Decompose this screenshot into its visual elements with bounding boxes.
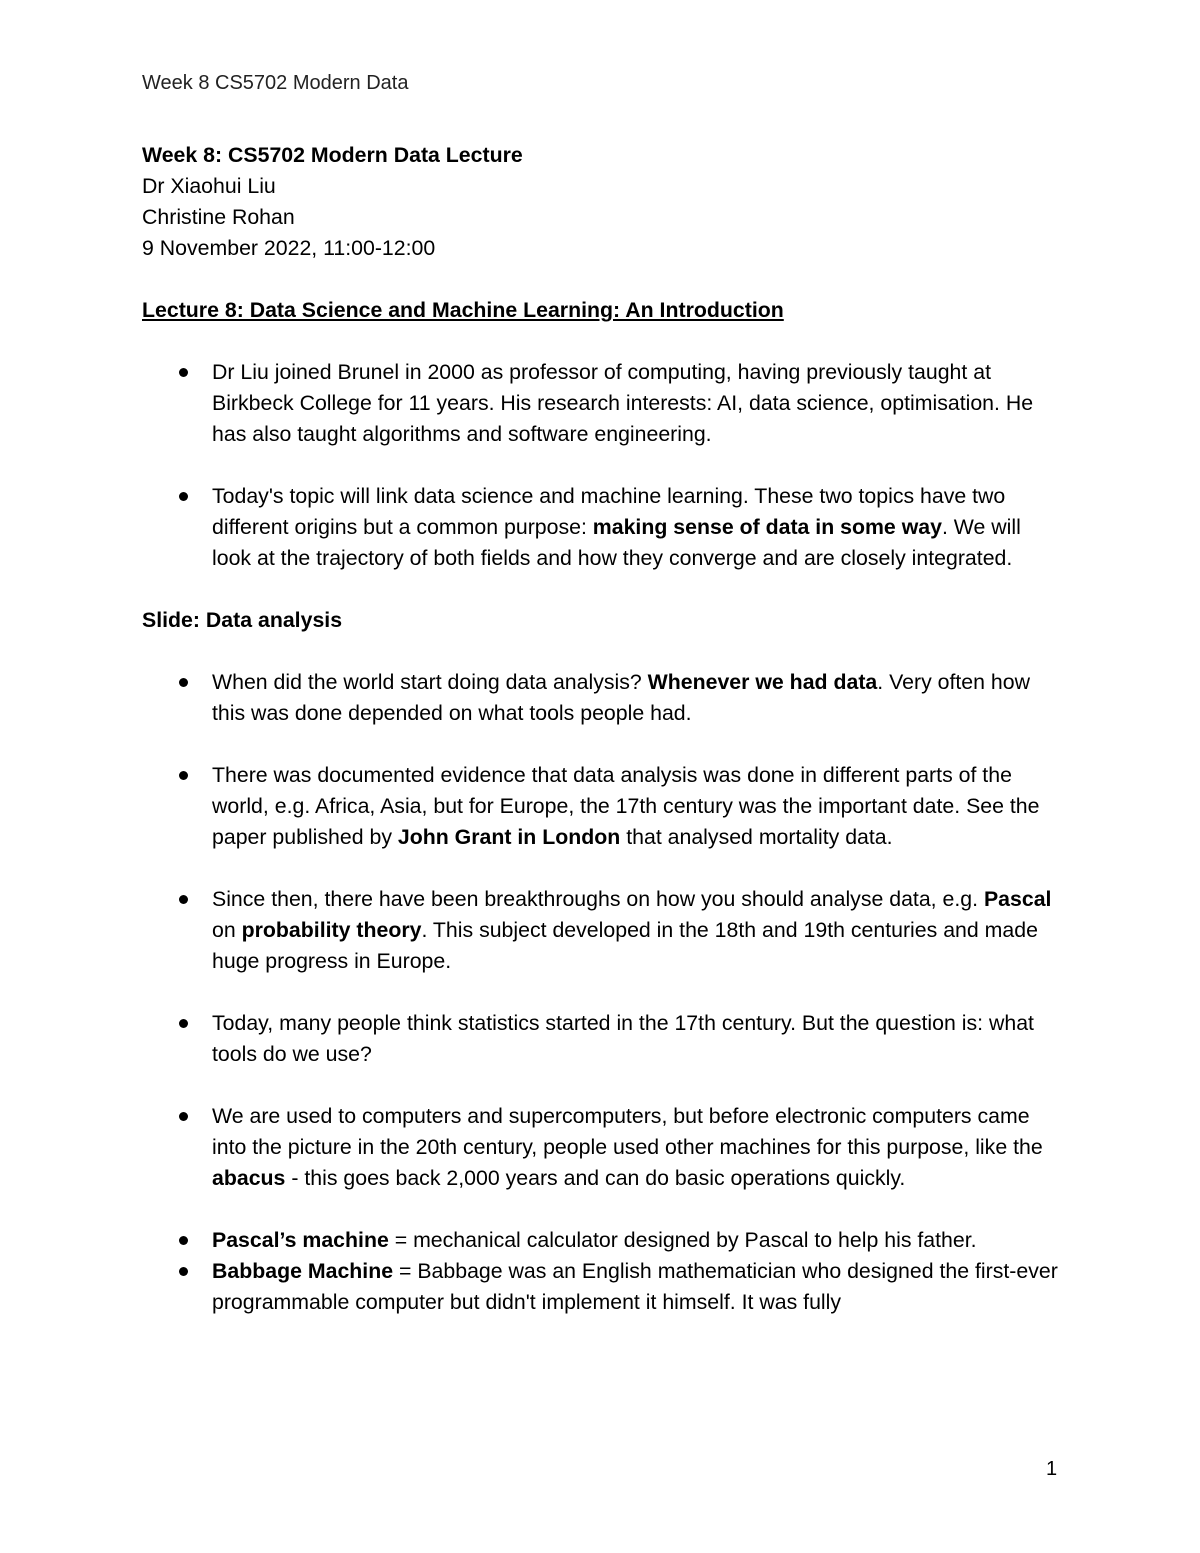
bullet-text: We are used to computers and supercomputers, but before electronic computers came into the picture in the 20th century, people used other machines for this purpose, like the <box>212 1104 1043 1159</box>
document-title: Week 8: CS5702 Modern Data Lecture <box>142 143 523 167</box>
bullet-text: = Babbage was an English mathematician who designed the first-ever programmable computer but didn't implement it himself. It was fully <box>212 1259 1058 1314</box>
bullet-icon <box>179 678 188 687</box>
list-item <box>142 1101 1062 1194</box>
bullet-icon <box>179 492 188 501</box>
bullet-text: . We will look at the trajectory of both fields and how they converge and are closely integrated. <box>212 515 1021 570</box>
bullet-text: Dr Liu joined Brunel in 2000 as professor of computing, having previously taught at Birkbeck College for 11 years. His research interests: AI, data science, optimisation. He has also taught algorithms and software engineering. <box>212 360 1034 446</box>
bullet-text: - this goes back 2,000 years and can do basic operations quickly. <box>285 1166 906 1190</box>
bullet-text: When did the world start doing data analysis? <box>212 670 648 694</box>
slide-bullet-list <box>142 667 1062 1318</box>
bullet-icon <box>179 1019 188 1028</box>
bullet-bold-text: probability theory <box>241 918 422 942</box>
bullet-icon <box>179 895 188 904</box>
bullet-text: There was documented evidence that data analysis was done in different parts of the world, e.g. Africa, Asia, but for Europe, the 17th century was the important date. See the paper published by <box>212 763 1040 849</box>
author-name: Christine Rohan <box>142 205 295 229</box>
lecture-heading: Lecture 8: Data Science and Machine Learning: An Introduction <box>142 298 784 322</box>
list-item <box>142 481 1062 574</box>
bullet-text: = mechanical calculator designed by Pascal to help his father. <box>388 1228 977 1252</box>
bullet-bold-text: Babbage Machine <box>212 1259 394 1283</box>
running-header: Week 8 CS5702 Modern Data <box>142 72 409 94</box>
bullet-text: . Very often how this was done depended on what tools people had. <box>212 670 1030 725</box>
bullet-text: Today's topic will link data science and machine learning. These two topics have two different origins but a common purpose: <box>212 484 1006 539</box>
bullet-text: . This subject developed in the 18th and 19th centuries and made huge progress in Europe. <box>212 918 1038 973</box>
bullet-text: that analysed mortality data. <box>620 825 893 849</box>
list-item <box>142 357 1062 450</box>
intro-bullet-list <box>142 357 1062 574</box>
lecturer-name: Dr Xiaohui Liu <box>142 174 276 198</box>
bullet-bold-text: John Grant in London <box>397 825 621 849</box>
bullet-bold-text: abacus <box>212 1166 286 1190</box>
bullet-bold-text: making sense of data in some way <box>592 515 942 539</box>
slide-heading: Slide: Data analysis <box>142 608 343 632</box>
list-item <box>142 1225 1062 1256</box>
list-item <box>142 1008 1062 1070</box>
bullet-icon <box>179 1267 188 1276</box>
bullet-text: Since then, there have been breakthroughs on how you should analyse data, e.g. <box>212 887 984 911</box>
list-item <box>142 1256 1062 1318</box>
list-item <box>142 884 1062 977</box>
bullet-icon <box>179 771 188 780</box>
document-body <box>142 140 1062 1318</box>
bullet-icon <box>179 1236 188 1245</box>
bullet-text: on <box>212 918 242 942</box>
bullet-bold-text: Pascal’s machine <box>212 1228 389 1252</box>
list-item <box>142 667 1062 729</box>
bullet-icon <box>179 368 188 377</box>
bullet-text: Today, many people think statistics started in the 17th century. But the question is: what tools do we use? <box>212 1011 1034 1066</box>
page-number: 1 <box>1046 1458 1058 1480</box>
lecture-date: 9 November 2022, 11:00-12:00 <box>142 236 436 260</box>
bullet-bold-text: Whenever we had data <box>647 670 878 694</box>
bullet-icon <box>179 1112 188 1121</box>
list-item <box>142 760 1062 853</box>
bullet-bold-text: Pascal <box>983 887 1052 911</box>
